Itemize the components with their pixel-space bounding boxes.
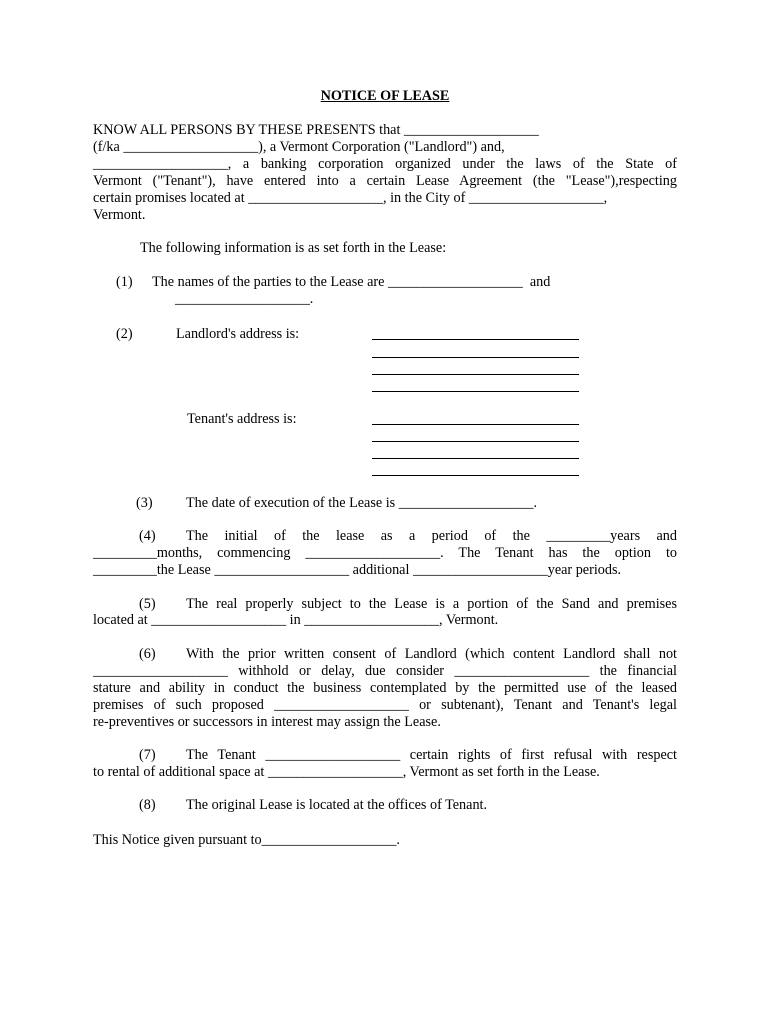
- landlord-address-line: [372, 339, 579, 340]
- item-6-line-2: ___________________ withhold or delay, due consider ___________________ the financial: [93, 663, 677, 679]
- item-8-number: (8): [139, 797, 156, 813]
- intro-line-4: Vermont ("Tenant"), have entered into a certain Lease Agreement (the "Lease"),respecting: [93, 173, 677, 189]
- item-1-line-2: ___________________.: [175, 291, 314, 307]
- intro-line-1: KNOW ALL PERSONS BY THESE PRESENTS that ___________________: [93, 122, 539, 138]
- item-4-line-3: _________the Lease ___________________ additional ___________________year periods.: [93, 562, 622, 578]
- item-6-number: (6): [139, 646, 156, 662]
- tenant-address-line: [372, 424, 579, 425]
- tenant-address-line: [372, 475, 579, 476]
- item-1-line-1: The names of the parties to the Lease are ___________________ and: [152, 274, 551, 290]
- item-7-line-1: The Tenant ___________________ certain rights of first refusal with respect: [186, 747, 677, 763]
- tenant-address-line: [372, 441, 579, 442]
- item-4-line-2: _________months, commencing ___________________. The Tenant has the option to: [93, 545, 677, 561]
- landlord-address-line: [372, 391, 579, 392]
- item-8-text: The original Lease is located at the offices of Tenant.: [186, 797, 488, 813]
- tenant-address-label: Tenant's address is:: [187, 411, 297, 427]
- document-title: NOTICE OF LEASE: [320, 88, 450, 104]
- item-3-number: (3): [136, 495, 153, 511]
- item-5-line-2: located at ___________________ in ___________________, Vermont.: [93, 612, 499, 628]
- intro-line-2: (f/ka ___________________), a Vermont Corporation ("Landlord") and,: [93, 139, 505, 155]
- intro-line-3: ___________________, a banking corporation organized under the laws of the State of: [93, 156, 677, 172]
- landlord-address-line: [372, 357, 579, 358]
- item-5-line-1: The real properly subject to the Lease is a portion of the Sand and premises: [186, 596, 677, 612]
- intro-line-6: Vermont.: [93, 207, 146, 223]
- item-4-number: (4): [139, 528, 156, 544]
- item-4-line-1: The initial of the lease as a period of the _________years and: [186, 528, 677, 544]
- closing-statement: This Notice given pursuant to___________________.: [93, 832, 400, 848]
- item-2-number: (2): [116, 326, 133, 342]
- tenant-address-line: [372, 458, 579, 459]
- item-7-line-2: to rental of additional space at ___________________, Vermont as set forth in the Lease.: [93, 764, 600, 780]
- item-3-text: The date of execution of the Lease is ___________________.: [186, 495, 538, 511]
- landlord-address-line: [372, 374, 579, 375]
- intro-line-5: certain promises located at ___________________, in the City of ___________________,: [93, 190, 608, 206]
- item-6-line-3: stature and ability in conduct the business contemplated by the permitted use of the leased: [93, 680, 677, 696]
- item-5-number: (5): [139, 596, 156, 612]
- item-6-line-5: re-preventives or successors in interest may assign the Lease.: [93, 714, 441, 730]
- item-6-line-1: With the prior written consent of Landlord (which content Landlord shall not: [186, 646, 677, 662]
- item-6-line-4: premises of such proposed ___________________ or subtenant), Tenant and Tenant's legal: [93, 697, 677, 713]
- following-statement: The following information is as set forth in the Lease:: [140, 240, 447, 256]
- item-7-number: (7): [139, 747, 156, 763]
- item-1-number: (1): [116, 274, 133, 290]
- landlord-address-label: Landlord's address is:: [176, 326, 300, 342]
